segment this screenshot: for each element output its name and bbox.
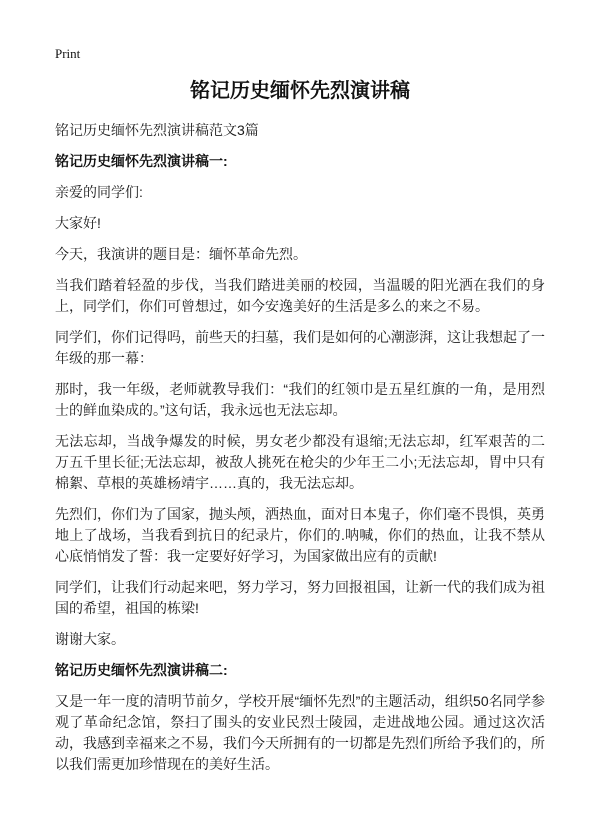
speech1-paragraph: 无法忘却，当战争爆发的时候，男女老少都没有退缩;无法忘却，红军艰苦的二万五千里长征;无法忘却，被敌人挑死在枪尖的少年王二小;无法忘却，胃中只有棉絮、草根的英雄杨靖宇……真的，我无法忘却。 — [55, 433, 545, 491]
speech1-paragraph: 大家好! — [55, 215, 101, 231]
speech1-paragraph: 今天，我演讲的题目是：缅怀革命先烈。 — [55, 246, 307, 262]
speech1-paragraph: 当我们踏着轻盈的步伐，当我们踏进美丽的校园，当温暖的阳光洒在我们的身上，同学们，你们可曾想过，如今安逸美好的生活是多么的来之不易。 — [55, 277, 545, 314]
speech1-paragraph: 那时，我一年级，老师就教导我们：“我们的红领巾是五星红旗的一角，是用烈士的鲜血染成的。”这句话，我永远也无法忘却。 — [55, 381, 545, 418]
speech1-paragraph: 谢谢大家。 — [55, 631, 125, 647]
page-title: 铭记历史缅怀先烈演讲稿 — [190, 80, 410, 102]
speech1-heading: 铭记历史缅怀先烈演讲稿一: — [55, 153, 228, 169]
speech1-paragraph: 先烈们，你们为了国家，抛头颅，洒热血，面对日本鬼子，你们毫不畏惧，英勇地上了战场，当我看到抗日的纪录片，你们的.呐喊，你们的热血，让我不禁从心底悄悄发了誓：我一定要好好学习，为国家做出应有的贡献! — [55, 506, 545, 564]
speech2-paragraph: 又是一年一度的清明节前夕，学校开展“缅怀先烈”的主题活动，组织50名同学参观了革命纪念馆，祭扫了围头的安业民烈士陵园，走进战地公园。通过这次活动，我感到幸福来之不易，我们今天所拥有的一切都是先烈们所给予我们的，所以我们需更加珍惜现在的美好生活。 — [55, 693, 545, 772]
print-button[interactable]: Print — [55, 46, 81, 61]
speech2-heading: 铭记历史缅怀先烈演讲稿二: — [55, 662, 228, 678]
speech1-paragraph: 同学们，你们记得吗，前些天的扫墓，我们是如何的心潮澎湃，这让我想起了一年级的那一幕： — [55, 329, 545, 366]
speech1-paragraph: 同学们，让我们行动起来吧，努力学习，努力回报祖国，让新一代的我们成为祖国的希望，祖国的栋梁! — [55, 579, 545, 616]
subtitle: 铭记历史缅怀先烈演讲稿范文3篇 — [55, 122, 259, 138]
speech1-paragraph: 亲爱的同学们: — [55, 184, 143, 200]
